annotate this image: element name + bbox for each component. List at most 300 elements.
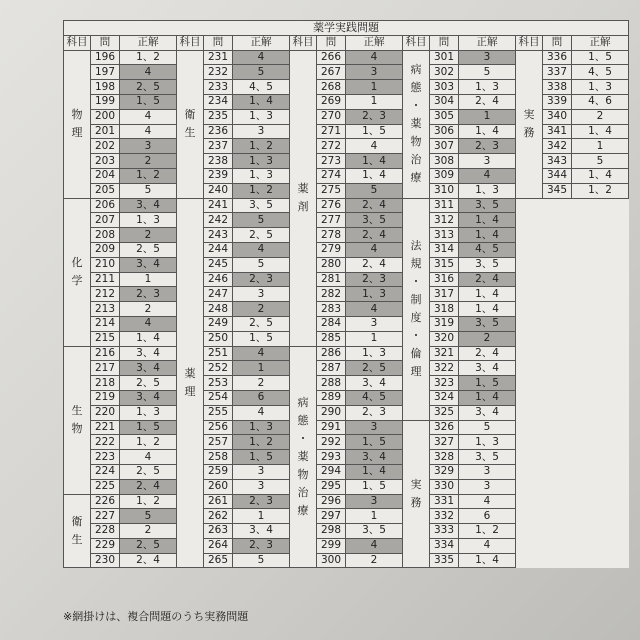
- question-number: 331: [430, 494, 459, 509]
- question-number: 253: [204, 376, 233, 391]
- question-number: 276: [317, 198, 346, 213]
- question-number: 300: [317, 553, 346, 568]
- question-number: 264: [204, 538, 233, 553]
- answer-cell: 3、4: [346, 376, 403, 391]
- answer-cell-shaded: 5: [346, 183, 403, 198]
- question-number: 268: [317, 80, 346, 95]
- subject-label-practice2: 実 務: [516, 50, 543, 198]
- answer-cell-shaded: 1、4: [459, 228, 516, 243]
- answer-cell: 4: [459, 494, 516, 509]
- answer-cell-shaded: 4: [459, 168, 516, 183]
- answer-cell: 3: [233, 124, 290, 139]
- answer-cell-shaded: 3、4: [346, 450, 403, 465]
- header-row: [64, 35, 629, 50]
- answer-cell: 1、5: [572, 50, 629, 65]
- question-number: 302: [430, 65, 459, 80]
- header-answer: 正解: [459, 35, 516, 50]
- question-number: 251: [204, 346, 233, 361]
- question-number: 305: [430, 109, 459, 124]
- answer-cell: 1、3: [120, 213, 177, 228]
- answer-cell: 2、4: [346, 257, 403, 272]
- answer-cell: 1、3: [346, 346, 403, 361]
- answer-cell-shaded: 4、5: [346, 390, 403, 405]
- answer-cell: 1: [346, 94, 403, 109]
- answer-cell: 1、4: [572, 168, 629, 183]
- question-number: 236: [204, 124, 233, 139]
- question-number: 340: [543, 109, 572, 124]
- question-number: 293: [317, 450, 346, 465]
- question-number: 335: [430, 553, 459, 568]
- question-number: 197: [91, 65, 120, 80]
- answer-cell-shaded: 3、4: [120, 198, 177, 213]
- table-row: [64, 109, 629, 124]
- question-number: 243: [204, 228, 233, 243]
- question-number: 297: [317, 509, 346, 524]
- question-number: 280: [317, 257, 346, 272]
- subject-label-pharmaceutics: 薬 剤: [290, 50, 317, 346]
- answer-cell: 3、4: [459, 405, 516, 420]
- question-number: 316: [430, 272, 459, 287]
- table-row: [64, 183, 629, 198]
- answer-cell-shaded: 2、3: [233, 538, 290, 553]
- answer-cell: 1、3: [459, 80, 516, 95]
- question-number: 336: [543, 50, 572, 65]
- answer-cell: 3: [346, 316, 403, 331]
- question-number: 206: [91, 198, 120, 213]
- answer-cell-shaded: 1、4: [346, 154, 403, 169]
- question-number: 260: [204, 479, 233, 494]
- question-number: 222: [91, 435, 120, 450]
- question-number: 233: [204, 80, 233, 95]
- question-number: 292: [317, 435, 346, 450]
- question-number: 259: [204, 464, 233, 479]
- question-number: 202: [91, 139, 120, 154]
- answer-cell: 1: [572, 139, 629, 154]
- answer-cell: 2、5: [120, 242, 177, 257]
- question-number: 207: [91, 213, 120, 228]
- answer-cell: 3、4: [459, 361, 516, 376]
- question-number: 278: [317, 228, 346, 243]
- question-number: 277: [317, 213, 346, 228]
- answer-cell: 3: [459, 154, 516, 169]
- answer-cell: 3: [459, 479, 516, 494]
- question-number: 262: [204, 509, 233, 524]
- answer-cell: 3: [233, 287, 290, 302]
- question-number: 248: [204, 302, 233, 317]
- question-number: 263: [204, 524, 233, 539]
- table-row: [64, 168, 629, 183]
- answer-cell-shaded: 4、5: [459, 242, 516, 257]
- answer-cell: 3、4: [120, 346, 177, 361]
- question-number: 306: [430, 124, 459, 139]
- question-number: 256: [204, 420, 233, 435]
- answer-cell: 4、5: [233, 80, 290, 95]
- answer-cell-shaded: 2、3: [120, 287, 177, 302]
- header-subject: 科目: [177, 35, 204, 50]
- question-number: 341: [543, 124, 572, 139]
- question-number: 267: [317, 65, 346, 80]
- question-number: 257: [204, 435, 233, 450]
- answer-cell: 2、5: [233, 228, 290, 243]
- question-number: 215: [91, 331, 120, 346]
- answer-cell-shaded: 1、5: [233, 450, 290, 465]
- answer-cell-shaded: 2、5: [346, 361, 403, 376]
- question-number: 329: [430, 464, 459, 479]
- answer-cell: 5: [233, 553, 290, 568]
- question-number: 319: [430, 316, 459, 331]
- answer-cell-shaded: 2、5: [120, 80, 177, 95]
- table-row: [64, 65, 629, 80]
- answer-cell: 4: [346, 139, 403, 154]
- answer-cell: 2: [346, 553, 403, 568]
- subject-label-hygiene2: 衛 生: [177, 50, 204, 198]
- question-number: 308: [430, 154, 459, 169]
- question-number: 312: [430, 213, 459, 228]
- answer-cell: 2、3: [346, 405, 403, 420]
- subject-label-chemistry: 化 学: [64, 198, 91, 346]
- question-number: 337: [543, 65, 572, 80]
- question-number: 332: [430, 509, 459, 524]
- subject-label-practice1: 実 務: [403, 420, 430, 568]
- answer-cell: 1、4: [572, 124, 629, 139]
- answer-cell: 2、4: [459, 94, 516, 109]
- question-number: 265: [204, 553, 233, 568]
- answer-cell: 2: [233, 376, 290, 391]
- question-number: 258: [204, 450, 233, 465]
- answer-cell: 1、4: [459, 124, 516, 139]
- answer-cell: 1、3: [459, 183, 516, 198]
- question-number: 343: [543, 154, 572, 169]
- question-number: 266: [317, 50, 346, 65]
- table-row: [64, 80, 629, 95]
- question-number: 273: [317, 154, 346, 169]
- question-number: 309: [430, 168, 459, 183]
- answer-cell: 6: [459, 509, 516, 524]
- question-number: 229: [91, 538, 120, 553]
- answer-cell-shaded: 3: [346, 65, 403, 80]
- answer-cell-shaded: 4: [233, 346, 290, 361]
- answer-cell-shaded: 2、4: [459, 272, 516, 287]
- answer-cell: 1、3: [233, 109, 290, 124]
- header-subject: 科目: [516, 35, 543, 50]
- question-number: 287: [317, 361, 346, 376]
- subject-label-pathology2: 病 態 ・ 薬 物 治 療: [290, 346, 317, 568]
- answer-cell-shaded: 4: [346, 302, 403, 317]
- answer-cell-shaded: 2、4: [120, 479, 177, 494]
- answer-cell: 1: [233, 509, 290, 524]
- answer-cell-shaded: 1、3: [233, 154, 290, 169]
- question-number: 330: [430, 479, 459, 494]
- question-number: 271: [317, 124, 346, 139]
- answer-cell-shaded: 2、5: [120, 538, 177, 553]
- answer-cell-shaded: 2、4: [346, 228, 403, 243]
- answer-cell-shaded: 5: [233, 65, 290, 80]
- question-number: 216: [91, 346, 120, 361]
- answer-cell-shaded: 1、3: [346, 287, 403, 302]
- answer-cell: 1、4: [459, 302, 516, 317]
- answer-cell: 1、3: [572, 80, 629, 95]
- answer-cell-shaded: 2、3: [233, 272, 290, 287]
- question-number: 311: [430, 198, 459, 213]
- question-number: 213: [91, 302, 120, 317]
- answer-cell: 2、4: [120, 553, 177, 568]
- answer-cell-shaded: 1、5: [459, 376, 516, 391]
- question-number: 224: [91, 464, 120, 479]
- table-row: [64, 50, 629, 65]
- header-subject: 科目: [403, 35, 430, 50]
- header-question: 問: [317, 35, 346, 50]
- footnote: ※網掛けは、複合問題のうち実務問題: [63, 610, 249, 623]
- header-subject: 科目: [64, 35, 91, 50]
- question-number: 324: [430, 390, 459, 405]
- question-number: 296: [317, 494, 346, 509]
- question-number: 344: [543, 168, 572, 183]
- question-number: 313: [430, 228, 459, 243]
- question-number: 247: [204, 287, 233, 302]
- answer-cell-shaded: 1: [346, 80, 403, 95]
- question-number: 339: [543, 94, 572, 109]
- question-number: 286: [317, 346, 346, 361]
- header-subject: 科目: [290, 35, 317, 50]
- table-row: [64, 94, 629, 109]
- question-number: 322: [430, 361, 459, 376]
- answer-cell-shaded: 1、4: [346, 464, 403, 479]
- answer-cell: 5: [572, 154, 629, 169]
- answer-cell: 3、5: [346, 524, 403, 539]
- answer-cell-shaded: 2: [120, 154, 177, 169]
- answer-cell: 2: [120, 302, 177, 317]
- subject-label-hygiene1: 衛 生: [64, 494, 91, 568]
- question-number: 299: [317, 538, 346, 553]
- answer-cell: 1、5: [346, 124, 403, 139]
- table-title: 薬学実践問題: [64, 21, 629, 36]
- answer-cell: 4: [120, 124, 177, 139]
- question-number: 320: [430, 331, 459, 346]
- answer-cell-shaded: 2、3: [346, 109, 403, 124]
- answer-cell-shaded: 1: [459, 109, 516, 124]
- answer-cell-shaded: 6: [233, 390, 290, 405]
- answer-cell: 1、2: [572, 183, 629, 198]
- answer-cell: 2: [120, 524, 177, 539]
- question-number: 327: [430, 435, 459, 450]
- question-number: 200: [91, 109, 120, 124]
- question-number: 281: [317, 272, 346, 287]
- answer-cell-shaded: 5: [120, 509, 177, 524]
- question-number: 272: [317, 139, 346, 154]
- answer-cell-shaded: 3、4: [120, 390, 177, 405]
- question-number: 307: [430, 139, 459, 154]
- question-number: 261: [204, 494, 233, 509]
- answer-cell-shaded: 2、3: [346, 272, 403, 287]
- question-number: 345: [543, 183, 572, 198]
- question-number: 223: [91, 450, 120, 465]
- answer-cell: 1、4: [459, 553, 516, 568]
- question-number: 269: [317, 94, 346, 109]
- answer-cell-shaded: 2: [233, 302, 290, 317]
- question-number: 255: [204, 405, 233, 420]
- question-number: 225: [91, 479, 120, 494]
- question-number: 282: [317, 287, 346, 302]
- question-number: 314: [430, 242, 459, 257]
- answer-cell-shaded: 1、3: [233, 420, 290, 435]
- question-number: 274: [317, 168, 346, 183]
- question-number: 252: [204, 361, 233, 376]
- answer-cell: 3、4: [233, 524, 290, 539]
- answer-cell: 4、5: [572, 65, 629, 80]
- question-number: 298: [317, 524, 346, 539]
- answer-cell: 4: [120, 450, 177, 465]
- question-number: 240: [204, 183, 233, 198]
- question-number: 279: [317, 242, 346, 257]
- answer-cell-shaded: 1、2: [233, 435, 290, 450]
- answer-cell-shaded: 2、3: [233, 494, 290, 509]
- table-row: [64, 124, 629, 139]
- question-number: 242: [204, 213, 233, 228]
- question-number: 201: [91, 124, 120, 139]
- answer-cell: 4: [459, 538, 516, 553]
- header-answer: 正解: [572, 35, 629, 50]
- question-number: 275: [317, 183, 346, 198]
- header-answer: 正解: [346, 35, 403, 50]
- answer-cell: 1、5: [233, 331, 290, 346]
- answer-cell-shaded: 1: [233, 361, 290, 376]
- question-number: 221: [91, 420, 120, 435]
- question-number: 254: [204, 390, 233, 405]
- answer-cell-shaded: 3: [346, 420, 403, 435]
- answer-cell: 1、4: [120, 331, 177, 346]
- answer-cell: 3、5: [459, 257, 516, 272]
- question-number: 246: [204, 272, 233, 287]
- answer-cell-shaded: 2: [459, 331, 516, 346]
- answer-cell: 2、5: [233, 316, 290, 331]
- question-number: 294: [317, 464, 346, 479]
- answer-cell-shaded: 1、5: [120, 420, 177, 435]
- answer-cell-shaded: 1、5: [120, 94, 177, 109]
- answer-cell-shaded: 3: [459, 50, 516, 65]
- header-question: 問: [430, 35, 459, 50]
- question-number: 328: [430, 450, 459, 465]
- subject-label-pharmacology: 薬 理: [177, 198, 204, 568]
- answer-cell-shaded: 1、4: [459, 213, 516, 228]
- question-number: 196: [91, 50, 120, 65]
- question-number: 218: [91, 376, 120, 391]
- answer-cell-shaded: 1、4: [459, 390, 516, 405]
- answer-cell: 4: [233, 405, 290, 420]
- answer-cell-shaded: 4: [233, 50, 290, 65]
- question-number: 208: [91, 228, 120, 243]
- question-number: 245: [204, 257, 233, 272]
- question-number: 304: [430, 94, 459, 109]
- table-row: [64, 198, 629, 213]
- answer-cell: 3: [233, 464, 290, 479]
- answer-cell: 4: [120, 109, 177, 124]
- answer-cell: 5: [120, 183, 177, 198]
- question-number: 239: [204, 168, 233, 183]
- answer-cell-shaded: 3: [120, 139, 177, 154]
- question-number: 237: [204, 139, 233, 154]
- question-number: 209: [91, 242, 120, 257]
- answer-cell: 3: [233, 479, 290, 494]
- answer-cell-shaded: 4: [346, 50, 403, 65]
- question-number: 228: [91, 524, 120, 539]
- question-number: 284: [317, 316, 346, 331]
- question-number: 290: [317, 405, 346, 420]
- answer-cell: 1: [346, 509, 403, 524]
- question-number: 310: [430, 183, 459, 198]
- answer-cell: 1、5: [346, 479, 403, 494]
- question-number: 289: [317, 390, 346, 405]
- empty-area: [516, 198, 629, 568]
- answer-cell: 1、3: [459, 435, 516, 450]
- question-number: 230: [91, 553, 120, 568]
- question-number: 231: [204, 50, 233, 65]
- answer-cell: 5: [459, 65, 516, 80]
- question-number: 325: [430, 405, 459, 420]
- question-number: 198: [91, 80, 120, 95]
- answer-cell-shaded: 4: [346, 242, 403, 257]
- answer-cell-shaded: 4: [120, 316, 177, 331]
- answer-cell-shaded: 3: [346, 494, 403, 509]
- answer-cell-shaded: 1、2: [120, 168, 177, 183]
- answer-cell-shaded: 2、4: [346, 198, 403, 213]
- table-row: [64, 139, 629, 154]
- question-number: 244: [204, 242, 233, 257]
- question-number: 227: [91, 509, 120, 524]
- answer-cell: 5: [459, 420, 516, 435]
- question-number: 334: [430, 538, 459, 553]
- answer-cell-shaded: 3、5: [459, 316, 516, 331]
- table-row: [64, 154, 629, 169]
- answer-cell-shaded: 1、4: [233, 94, 290, 109]
- question-number: 283: [317, 302, 346, 317]
- question-number: 238: [204, 154, 233, 169]
- answer-cell: 2、5: [120, 376, 177, 391]
- question-number: 295: [317, 479, 346, 494]
- question-number: 234: [204, 94, 233, 109]
- answer-cell: 1、4: [459, 287, 516, 302]
- question-number: 315: [430, 257, 459, 272]
- question-number: 219: [91, 390, 120, 405]
- answer-cell: 1、4: [346, 168, 403, 183]
- question-number: 217: [91, 361, 120, 376]
- subject-label-physics: 物 理: [64, 50, 91, 198]
- answer-cell-shaded: 1、2: [233, 183, 290, 198]
- question-number: 235: [204, 109, 233, 124]
- answer-cell: 2、5: [120, 464, 177, 479]
- subject-label-pathology1: 病 態 ・ 薬 物 治 療: [403, 50, 430, 198]
- answer-cell-shaded: 4: [346, 538, 403, 553]
- answer-cell: 1、2: [120, 435, 177, 450]
- question-number: 214: [91, 316, 120, 331]
- answer-cell: 1、2: [120, 494, 177, 509]
- subject-label-biology: 生 物: [64, 346, 91, 494]
- answer-cell-shaded: 3、5: [346, 213, 403, 228]
- header-answer: 正解: [233, 35, 290, 50]
- question-number: 226: [91, 494, 120, 509]
- answer-cell: 3、5: [233, 198, 290, 213]
- answer-cell: 4、6: [572, 94, 629, 109]
- question-number: 321: [430, 346, 459, 361]
- question-number: 204: [91, 168, 120, 183]
- question-number: 323: [430, 376, 459, 391]
- answer-cell: 1: [346, 331, 403, 346]
- answer-cell: 1、3: [233, 168, 290, 183]
- answer-table: [63, 20, 629, 568]
- question-number: 288: [317, 376, 346, 391]
- answer-cell: 3: [459, 464, 516, 479]
- header-question: 問: [204, 35, 233, 50]
- answer-cell: 2: [572, 109, 629, 124]
